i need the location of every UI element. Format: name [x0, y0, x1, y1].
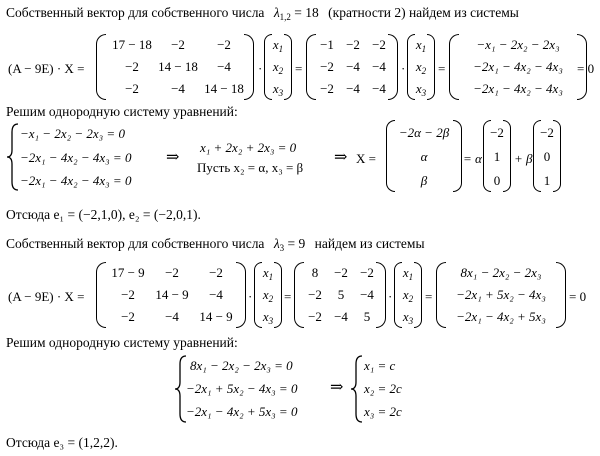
sys2-eq3: −2x₁ − 4x₂ + 5x₃ = 0: [186, 404, 298, 419]
x-vector-1b: $x_1$ $x_2$ $x_3$: [407, 34, 435, 100]
x-vector-1: $x_1$ $x_2$ $x_3$: [264, 34, 292, 100]
lhs-1: (A − 9E) · X =: [8, 61, 85, 76]
brace-3: [350, 354, 364, 424]
matrix-1a: 17 − 18 −2 −2 −2 14 − 18 −4 −2 −4 14 − 18: [96, 34, 254, 100]
x-vector-2: $x_1$ $x_2$ $x_3$: [254, 262, 282, 328]
vec-b: −2 0 1: [533, 120, 561, 192]
sys2-eq2: −2x₁ + 5x₂ − 4x₃ = 0: [186, 381, 298, 396]
sol-x3: x₃ = 2c: [364, 404, 402, 419]
matrix-2a: 17 − 9 −2 −2 −2 14 − 9 −4 −2 −4 14 − 9: [96, 262, 246, 328]
heading-1: Собственный вектор для собственного числа $\lambda_{1,2} = 18$ (кратности 2) найдем из системы: [6, 5, 519, 22]
solve-label-1: Решим однородную систему уравнений:: [6, 104, 238, 119]
result-1: Отсюда e₁ = (−2,1,0), e₂ = (−2,0,1).: [6, 207, 201, 222]
arrow-1b: ⇒: [334, 149, 348, 166]
vec-a: −2 1 0: [483, 120, 511, 192]
matrix-1b: −1 −2 −2 −2 −4 −4 −2 −4 −4: [306, 34, 398, 100]
reduced-eq: x₁ + 2x₂ + 2x₃ = 0: [200, 140, 297, 155]
sol-x1: x₁ = c: [364, 358, 396, 373]
sys2-eq1: 8x₁ − 2x₂ − 2x₃ = 0: [190, 358, 293, 373]
let-substitution: Пусть x₂ = α, x₃ = β: [197, 160, 304, 175]
rhs-vector-2: 8x₁ − 2x₂ − 2x₃ −2x₁ + 5x₂ − 4x₃ −2x₁ − 4x₂ + 5x₃: [436, 262, 566, 328]
brace-1: [6, 122, 20, 192]
solve-label-2: Решим однородную систему уравнений:: [6, 335, 238, 350]
sys1-eq2: −2x₁ − 4x₂ − 4x₃ = 0: [20, 150, 132, 165]
x-eq: X =: [356, 151, 376, 166]
result-2: Отсюда e₃ = (1,2,2).: [6, 435, 118, 450]
arrow-1a: ⇒: [166, 149, 180, 166]
matrix-2b: 8 −2 −2 −2 5 −4 −2 −4 5: [294, 262, 386, 328]
sys1-eq3: −2x₁ − 4x₂ − 4x₃ = 0: [20, 173, 132, 188]
alpha-coef: = α: [463, 151, 482, 166]
eq-zero-1: = 0: [577, 61, 595, 76]
sys1-eq1: −x₁ − 2x₂ − 2x₃ = 0: [20, 126, 125, 141]
sol-x2: x₂ = 2c: [364, 381, 402, 396]
rhs-vector-1: −x₁ − 2x₂ − 2x₃ −2x₁ − 4x₂ − 4x₃ −2x₁ − 4x₂ − 4x₃: [449, 34, 587, 100]
vec-general: −2α − 2β α β: [386, 120, 462, 192]
arrow-2: ⇒: [330, 379, 344, 396]
heading-2: Собственный вектор для собственного числа $\lambda_3 = 9$ найдем из системы: [6, 236, 425, 253]
eq-zero-2: = 0: [569, 289, 587, 304]
lhs-2: (A − 9E) · X =: [8, 289, 85, 304]
x-vector-2b: $x_1$ $x_2$ $x_3$: [394, 262, 422, 328]
beta-coef: + β: [514, 151, 533, 166]
